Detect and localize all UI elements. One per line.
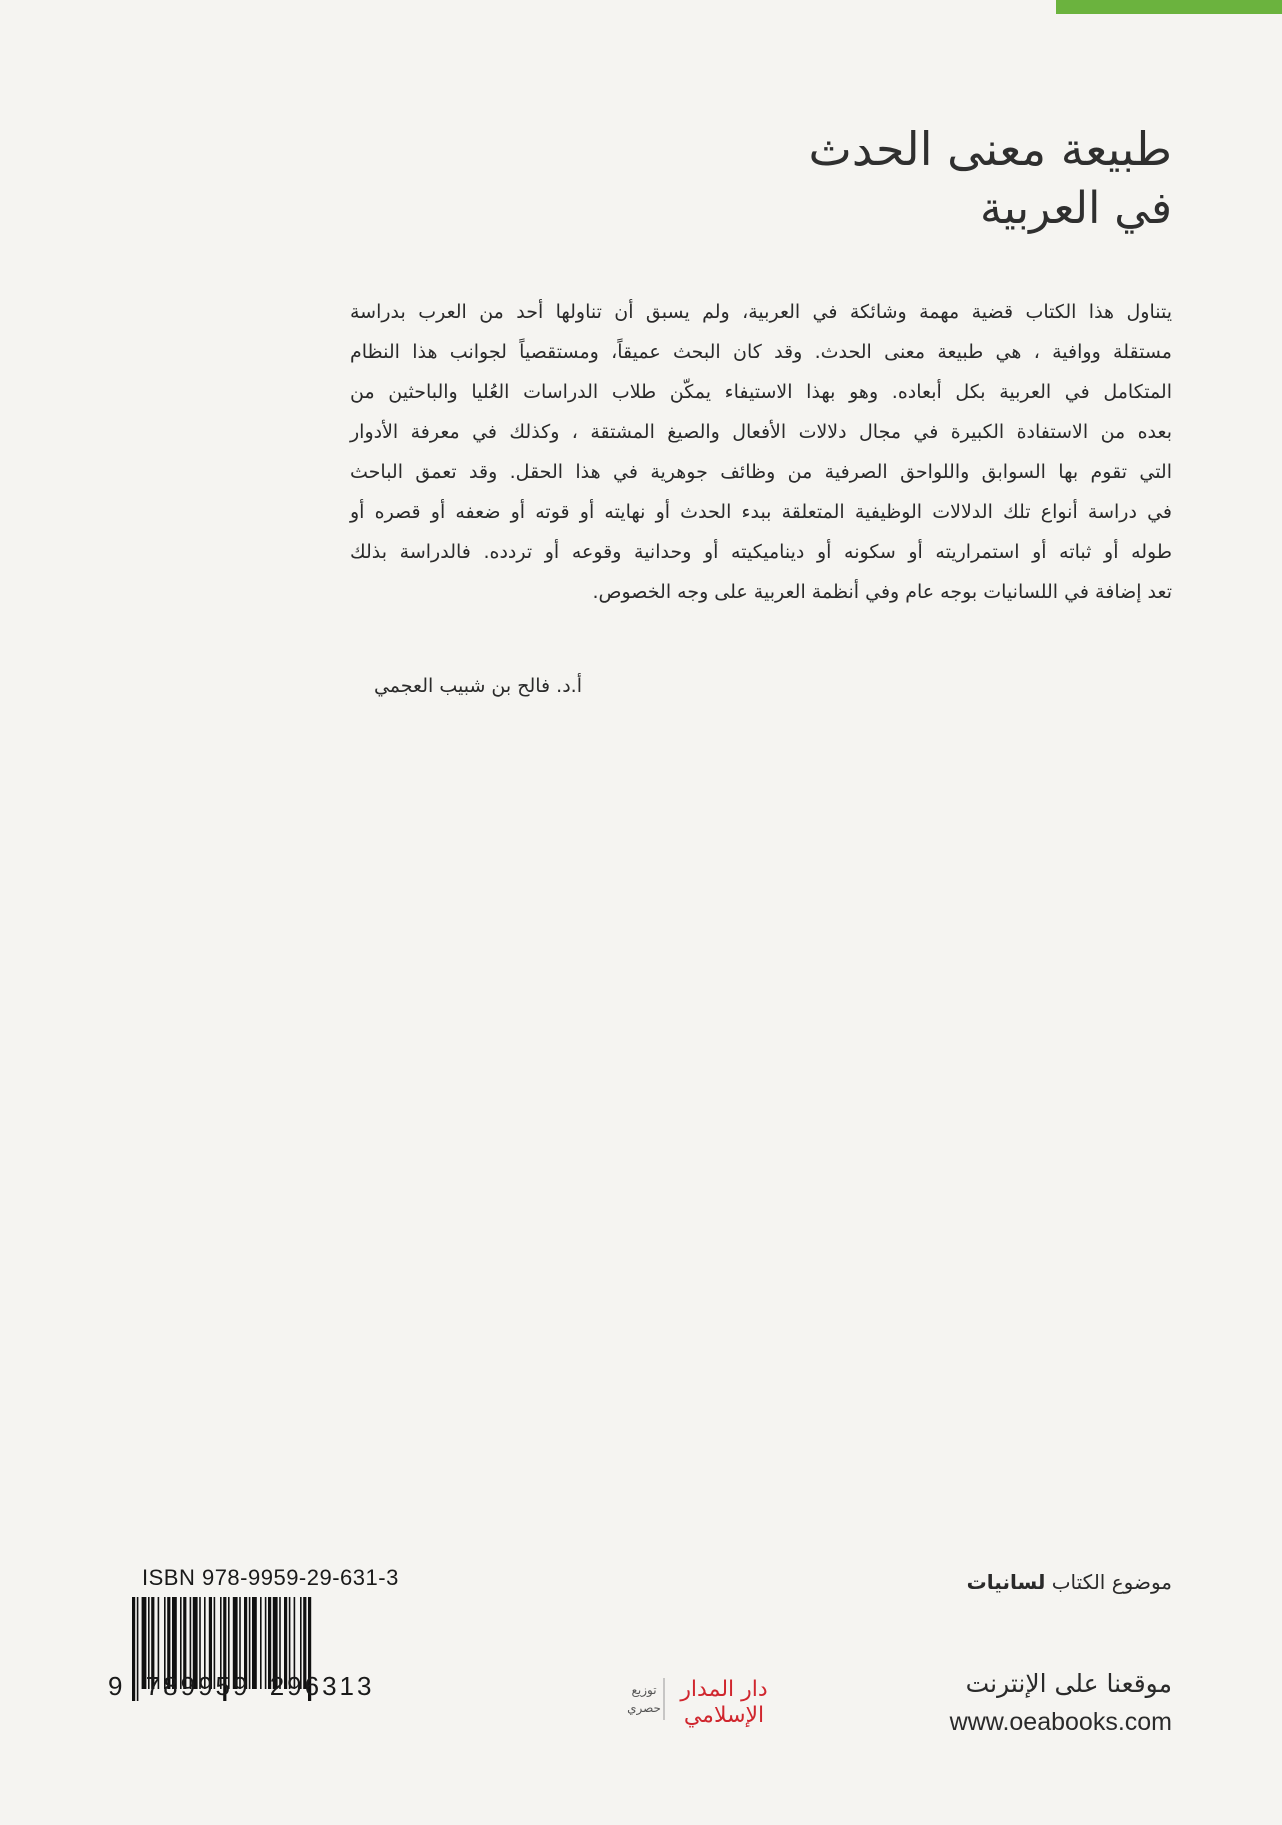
book-title xyxy=(809,118,1172,238)
author-name: أ.د. فالح بن شبيب العجمي xyxy=(373,675,582,697)
isbn-label: ISBN 978-9959-29-631-3 xyxy=(142,1565,399,1590)
publisher-name-1: دار المدار xyxy=(680,1677,768,1702)
top-accent-bar xyxy=(1056,0,1282,14)
description-line: طوله أو ثباته أو استمراريته أو سكونه أو ديناميكيته أو وحدانية وقوعه أو تردده. فالدراسة بذلك xyxy=(350,541,1172,563)
barcode-digits xyxy=(108,1671,374,1702)
description-line: تعد إضافة في اللسانيات بوجه عام وفي أنظمة العربية على وجه الخصوص. xyxy=(592,581,1172,603)
book-description xyxy=(350,292,1172,612)
book-subject xyxy=(967,1570,1172,1594)
distribution-label-1: توزيع xyxy=(631,1683,657,1697)
description-line: التي تقوم بها السوابق واللواحق الصرفية من وظائف جوهرية في هذا الحقل. وقد تعمق الباحث xyxy=(350,461,1172,483)
publisher-logo-graphic xyxy=(584,1668,794,1738)
barcode-group-1: 789959 xyxy=(145,1671,251,1701)
barcode-first-digit: 9 xyxy=(108,1671,123,1701)
description-line: في دراسة أنواع تلك الدلالات الوظيفية المتعلقة ببدء الحدث أو نهايته أو قوته أو ضعفه أو قصره أو xyxy=(350,501,1172,523)
description-line: يتناول هذا الكتاب قضية مهمة وشائكة في العربية، ولم يسبق أن تناولها أحد من العرب بدراسة xyxy=(350,301,1172,323)
website-label: موقعنا على الإنترنت xyxy=(965,1669,1172,1698)
subject-label: موضوع الكتاب xyxy=(1051,1570,1172,1594)
website-block xyxy=(950,1665,1172,1741)
description-line: بعده من الاستفادة الكبيرة في مجال دلالات الأفعال والصيغ المشتقة ، وكذلك في معرفة الأدوار xyxy=(350,421,1172,443)
website-url[interactable]: www.oeabooks.com xyxy=(949,1708,1172,1736)
distribution-label-2: حصري xyxy=(627,1701,661,1715)
isbn-barcode xyxy=(108,1565,420,1730)
description-line: مستقلة ووافية ، هي طبيعة معنى الحدث. وقد كان البحث عميقاً، ومستقصياً لجوانب هذا النظام xyxy=(350,341,1172,363)
title-line-1: طبيعة معنى الحدث xyxy=(808,122,1172,176)
description-line: المتكامل في العربية بكل أبعاده. وهو بهذا الاستيفاء يمكّن طلاب الدراسات العُليا والباحثين من xyxy=(350,381,1172,403)
subject-value: لسانيات xyxy=(966,1570,1046,1594)
title-line-2: في العربية xyxy=(980,183,1172,234)
publisher-name-2: الإسلامي xyxy=(683,1703,765,1728)
publisher-logo xyxy=(584,1668,794,1738)
barcode-group-2: 296313 xyxy=(269,1671,375,1701)
